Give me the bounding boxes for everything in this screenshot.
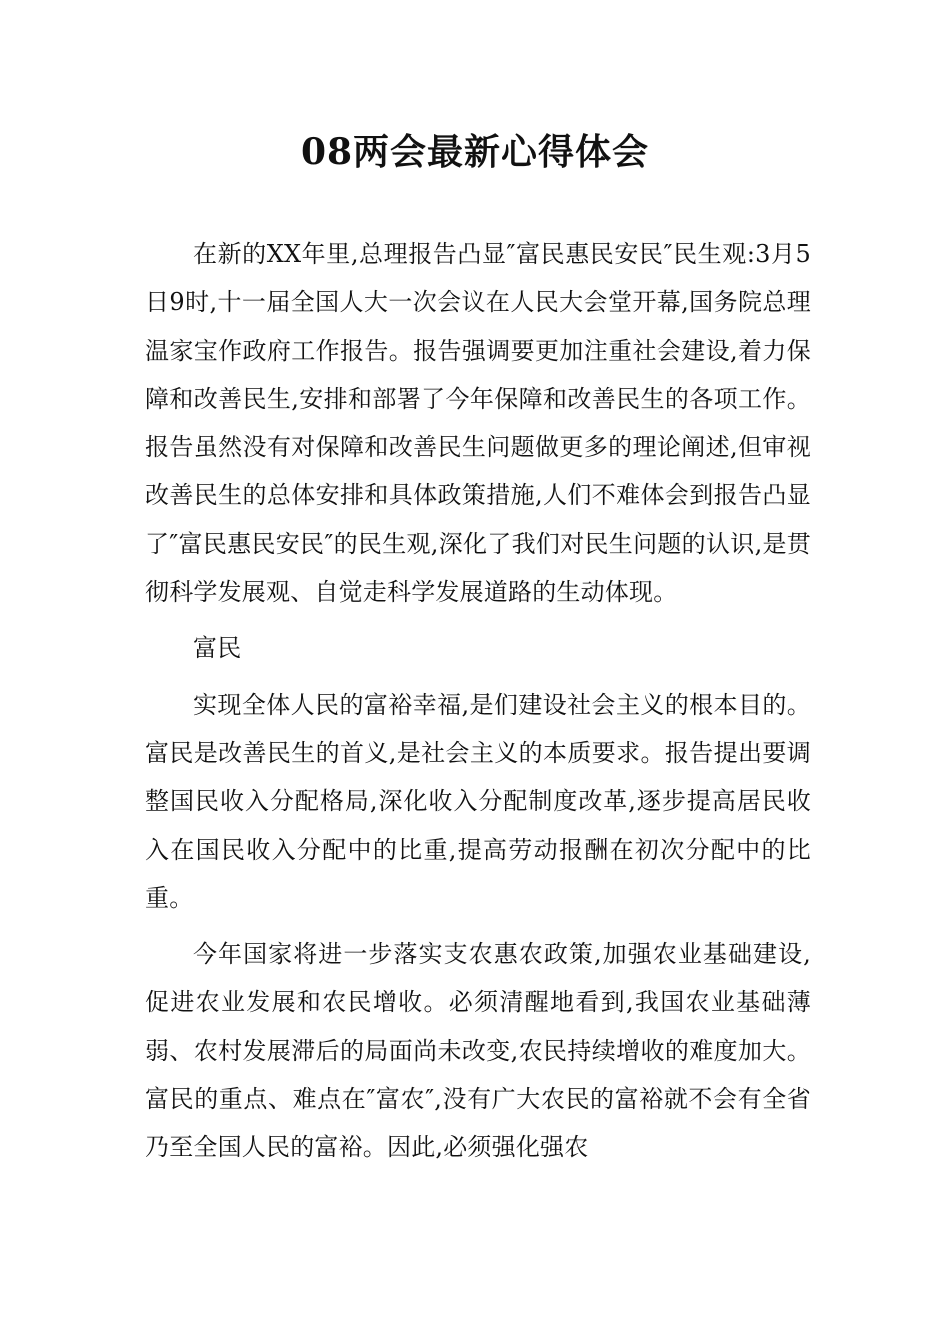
document-body xyxy=(145,230,811,1172)
paragraph-fumin-2: 今年国家将进一步落实支农惠农政策,加强农业基础建设,促进农业发展和农民增收。必须清醒地看到,我国农业基础薄弱、农村发展滞后的局面尚未改变,农民持续增收的难度加大。富民的重点、难点在″富农″,没有广大农民的富裕就不会有全省乃至全国人民的富裕。因此,必须强化强农 xyxy=(145,940,811,1162)
paragraph-fumin-1: 实现全体人民的富裕幸福,是们建设社会主义的根本目的。富民是改善民生的首义,是社会主义的本质要求。报告提出要调整国民收入分配格局,深化收入分配制度改革,逐步提高居民收入在国民收入分配中的比重,提高劳动报酬在初次分配中的比重。 xyxy=(145,690,811,912)
paragraph-intro: 在新的XX年里,总理报告凸显″富民惠民安民″民生观:3月5日9时,十一届全国人大一次会议在人民大会堂开幕,国务院总理温家宝作政府工作报告。报告强调要更加注重社会建设,着力保障和改善民生,安排和部署了今年保障和改善民生的各项工作。报告虽然没有对保障和改善民生问题做更多的理论阐述,但审视改善民生的总体安排和具体政策措施,人们不难体会到报告凸显了″富民惠民安民″的民生观,深化了我们对民生问题的认识,是贯彻科学发展观、自觉走科学发展道路的生动体现。 xyxy=(145,240,811,607)
document-title: 08两会最新心得体会 xyxy=(300,131,650,173)
section-heading-fumin: 富民 xyxy=(193,634,242,663)
